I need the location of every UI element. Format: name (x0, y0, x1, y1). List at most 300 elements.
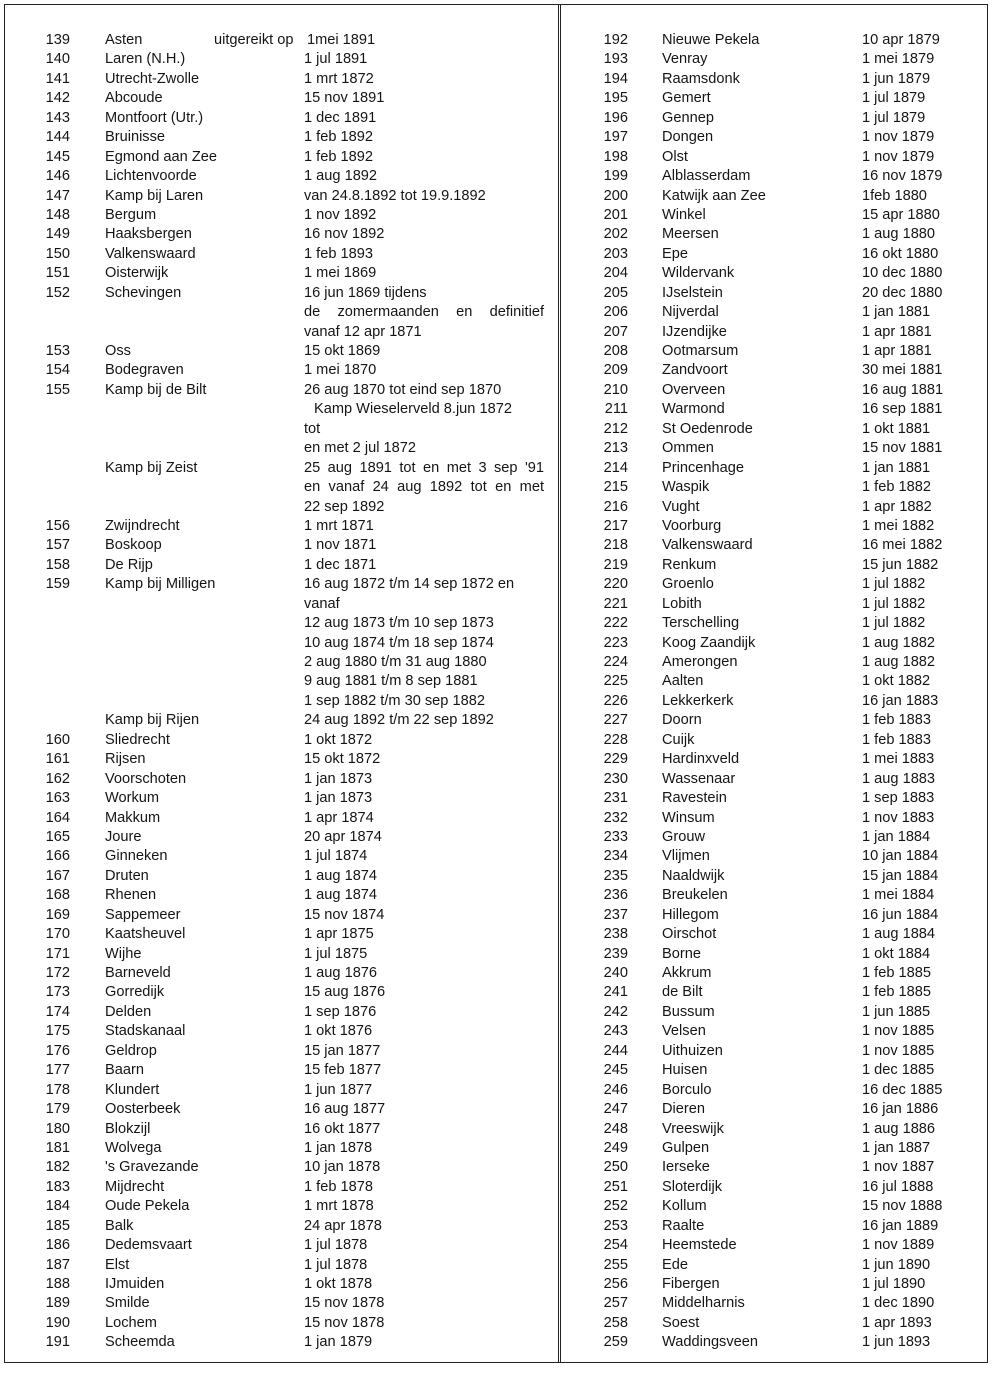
office-name: Ootmarsum (662, 343, 739, 359)
office-name: Joure (105, 828, 142, 845)
office-name: Waddingsveen (662, 1334, 758, 1351)
issue-date: 16 jun 1884 (862, 906, 939, 923)
issue-date: 1 nov 1879 (862, 148, 935, 165)
table-row (0, 148, 556, 167)
table-row (562, 886, 992, 905)
table-row (562, 945, 992, 964)
office-number: 227 (603, 712, 628, 729)
issue-date: 15 feb 1877 (304, 1062, 382, 1079)
issue-date: 15 nov 1878 (304, 1314, 385, 1331)
office-name: Borculo (662, 1081, 712, 1098)
office-name: Warmond (662, 401, 725, 418)
office-name: Wijhe (105, 945, 142, 962)
office-name: Egmond aan Zee (105, 148, 217, 165)
table-row (0, 70, 556, 89)
office-name: Schevingen (105, 284, 182, 301)
table-row (0, 284, 556, 303)
office-name: Heemstede (662, 1237, 737, 1254)
issue-date: 16 jun 1869 tijdens (304, 284, 427, 301)
issue-date: 1 jan 1879 (304, 1334, 373, 1351)
office-name: Hardinxveld (662, 751, 740, 768)
office-number: 142 (45, 90, 70, 107)
table-row (0, 809, 556, 828)
office-number: 159 (45, 576, 70, 593)
issue-date: 1 jul 1879 (862, 109, 926, 126)
office-name: Rhenen (105, 887, 157, 904)
table-row (0, 167, 556, 186)
table-row (0, 89, 556, 108)
table-row (0, 964, 556, 983)
office-number: 184 (45, 1198, 70, 1215)
issue-date: 15 nov 1891 (304, 90, 385, 107)
issue-date: 1 jul 1890 (862, 1276, 926, 1292)
office-number: 139 (45, 32, 70, 48)
office-number: 220 (603, 576, 628, 593)
office-number: 256 (603, 1276, 628, 1292)
issue-date: 1 apr 1882 (862, 498, 932, 515)
table-row (562, 303, 992, 322)
table-row (0, 1100, 556, 1119)
issue-date: 1 mei 1879 (862, 51, 935, 68)
table-row (562, 459, 992, 478)
office-name: Ginneken (105, 848, 168, 865)
office-name: Gennep (662, 109, 714, 126)
issue-date: 1 jul 1878 (304, 1256, 368, 1273)
issue-date: 10 jan 1878 (304, 1159, 381, 1176)
table-row (0, 692, 556, 711)
office-number: 250 (603, 1159, 628, 1176)
issue-date: 26 aug 1870 tot eind sep 1870 (304, 381, 502, 398)
office-name: Meersen (662, 226, 719, 243)
office-name: de Bilt (662, 984, 703, 1001)
office-name: Bruinisse (105, 129, 166, 146)
office-number: 190 (45, 1314, 70, 1331)
table-row (0, 614, 556, 633)
office-number: 259 (603, 1334, 628, 1351)
issue-date: 16 sep 1881 (862, 401, 943, 418)
table-row (562, 575, 992, 594)
table-row (0, 303, 556, 322)
table-row (562, 1294, 992, 1313)
office-number: 209 (603, 362, 628, 379)
issue-date: 1 aug 1892 (304, 168, 378, 185)
issue-date: 1 jul 1882 (862, 615, 926, 632)
table-row (562, 1197, 992, 1216)
office-name: Lochem (105, 1314, 157, 1331)
issue-date: 1 jul 1878 (304, 1237, 368, 1254)
office-number: 197 (603, 129, 628, 146)
issue-date: 1 jan 1878 (304, 1139, 373, 1156)
office-number: 168 (45, 887, 70, 904)
table-row (0, 109, 556, 128)
office-number: 225 (603, 673, 628, 690)
table-row (0, 1061, 556, 1080)
issue-date: 24 apr 1878 (304, 1217, 382, 1234)
issue-date: 1 feb 1883 (862, 712, 931, 729)
office-name: Oosterbeek (105, 1101, 181, 1118)
office-name: Zwijndrecht (105, 517, 180, 534)
issue-date: 1feb 1880 (862, 187, 927, 204)
office-name: Kamp bij Zeist (105, 459, 198, 476)
office-number: 164 (45, 809, 70, 826)
issue-date: 24 aug 1892 t/m 22 sep 1892 (304, 712, 494, 729)
office-number: 189 (45, 1295, 70, 1312)
office-name: Blokzijl (105, 1120, 151, 1137)
issue-date: 1 apr 1875 (304, 926, 374, 943)
table-row (562, 498, 992, 517)
issue-date: 10 aug 1874 t/m 18 sep 1874 (304, 634, 494, 651)
office-name: Wassenaar (662, 770, 736, 787)
table-row (562, 1061, 992, 1080)
issue-date: 16 jul 1888 (862, 1178, 934, 1195)
table-row (562, 925, 992, 944)
office-name: Nieuwe Pekela (662, 32, 760, 48)
office-number: 210 (603, 381, 628, 398)
issue-date: 1 okt 1882 (862, 673, 931, 690)
office-number: 207 (603, 323, 628, 340)
office-name: Sappemeer (105, 906, 181, 923)
office-number: 148 (45, 206, 70, 223)
office-name: Kamp bij Rijen (105, 712, 200, 729)
issue-date: 1 jul 1882 (862, 595, 926, 612)
table-row (562, 906, 992, 925)
office-number: 157 (45, 537, 70, 554)
column-divider (558, 4, 561, 1363)
table-row (0, 536, 556, 555)
table-row (562, 381, 992, 400)
issue-date: 16 aug 1881 (862, 381, 944, 398)
issue-date: 12 aug 1873 t/m 10 sep 1873 (304, 615, 494, 632)
office-name: Rijsen (105, 751, 146, 768)
table-row (562, 867, 992, 886)
issue-date: 15 nov 1874 (304, 906, 385, 923)
office-name: Terschelling (662, 615, 740, 632)
office-name: Oirschot (662, 926, 717, 943)
issue-date: 16 jan 1883 (862, 692, 939, 709)
office-number: 171 (45, 945, 70, 962)
issue-date: 1 nov 1883 (862, 809, 935, 826)
office-number: 188 (45, 1276, 70, 1292)
office-name: Ommen (662, 440, 714, 457)
issue-date: 1 apr 1881 (862, 343, 932, 359)
office-number: 230 (603, 770, 628, 787)
table-row (0, 1197, 556, 1216)
issue-date: 1 aug 1880 (862, 226, 936, 243)
table-row (562, 420, 992, 439)
office-number: 211 (604, 401, 628, 418)
issue-date: 1 jul 1875 (304, 945, 368, 962)
table-row (562, 206, 992, 225)
office-name: Druten (105, 867, 149, 884)
table-row (562, 517, 992, 536)
office-name: Ede (662, 1256, 688, 1273)
issue-date: 1 nov 1871 (304, 537, 377, 554)
office-number: 217 (603, 517, 628, 534)
office-name: Boskoop (105, 537, 162, 554)
issue-date: 1 aug 1883 (862, 770, 936, 787)
office-name: Bodegraven (105, 362, 184, 379)
table-row (0, 575, 556, 594)
office-name: Vught (662, 498, 700, 515)
office-name: Alblasserdam (662, 168, 751, 185)
office-number: 237 (603, 906, 628, 923)
table-row (0, 886, 556, 905)
office-number: 144 (45, 129, 70, 146)
issue-date: 1 aug 1874 (304, 887, 378, 904)
office-name: Dongen (662, 129, 714, 146)
issue-date: 1 aug 1876 (304, 965, 378, 981)
table-row (562, 1081, 992, 1100)
table-row (0, 1314, 556, 1333)
issue-date: 16 nov 1892 (304, 226, 385, 243)
office-number: 161 (45, 751, 70, 768)
office-number: 241 (603, 984, 628, 1001)
table-row (562, 478, 992, 497)
office-name: Voorschoten (105, 770, 187, 787)
office-name: Venray (662, 51, 708, 68)
office-name: Ravestein (662, 790, 727, 807)
office-number: 239 (603, 945, 628, 962)
table-row (562, 692, 992, 711)
table-row (562, 225, 992, 244)
issue-date: 1 jun 1893 (862, 1334, 931, 1351)
office-name: Gulpen (662, 1139, 710, 1156)
office-name: Utrecht-Zwolle (105, 70, 200, 87)
table-row (562, 89, 992, 108)
issue-date: 1 feb 1892 (304, 129, 373, 146)
table-row (0, 770, 556, 789)
office-number: 238 (603, 926, 628, 943)
issue-date: en vanaf 24 aug 1892 tot en met (304, 479, 544, 496)
table-row (0, 498, 556, 517)
office-number: 156 (45, 517, 70, 534)
table-row (0, 1275, 556, 1294)
office-name: Scheemda (105, 1334, 175, 1351)
office-number: 145 (45, 148, 70, 165)
right-column (562, 31, 992, 1353)
issue-date: 1 jan 1887 (862, 1139, 931, 1156)
office-number: 179 (45, 1101, 70, 1118)
office-name: Stadskanaal (105, 1023, 186, 1040)
issue-date: 1 jan 1873 (304, 790, 373, 807)
office-name: Raamsdonk (662, 70, 740, 87)
office-number: 244 (603, 1042, 628, 1059)
issue-date: 1 nov 1892 (304, 206, 377, 223)
table-row (562, 983, 992, 1002)
table-row (0, 420, 556, 439)
office-name: Hillegom (662, 906, 719, 923)
issue-date: de zomermaanden en definitief (304, 304, 544, 321)
office-name: Baarn (105, 1062, 144, 1079)
office-name: Geldrop (105, 1042, 157, 1059)
issue-date: 16 okt 1880 (862, 245, 939, 262)
office-name: Gemert (662, 90, 711, 107)
issue-date: 1 feb 1883 (862, 731, 931, 748)
table-row (562, 245, 992, 264)
issue-date: 1 mei 1884 (862, 887, 935, 904)
office-number: 198 (603, 148, 628, 165)
issue-date: 1 nov 1885 (862, 1042, 935, 1059)
issue-date: 1 feb 1878 (304, 1178, 373, 1195)
office-number: 187 (45, 1256, 70, 1273)
office-name: Wolvega (105, 1139, 162, 1156)
office-number: 175 (45, 1023, 70, 1040)
office-number: 150 (45, 245, 70, 262)
office-number: 208 (603, 343, 628, 359)
issue-date: 1 jan 1884 (862, 828, 931, 845)
table-row (562, 634, 992, 653)
issue-date: 16 aug 1877 (304, 1101, 386, 1118)
table-row (562, 1217, 992, 1236)
office-name: Katwijk aan Zee (662, 187, 766, 204)
issue-date: 15 okt 1872 (304, 751, 381, 768)
table-row (562, 789, 992, 808)
table-row (0, 925, 556, 944)
office-number: 181 (45, 1139, 70, 1156)
issue-date: 1 mrt 1878 (304, 1198, 374, 1215)
issue-date: 1 dec 1891 (304, 109, 377, 126)
table-row (562, 653, 992, 672)
issue-date: 1 feb 1885 (862, 984, 931, 1001)
office-name: Grouw (662, 828, 705, 845)
issue-date: 15 nov 1878 (304, 1295, 385, 1312)
issue-date: 1 apr 1893 (862, 1314, 932, 1331)
issue-date: 1 jan 1881 (862, 304, 931, 321)
issue-date: en met 2 jul 1872 (304, 440, 416, 457)
office-name: Amerongen (662, 654, 738, 670)
issue-date: 1 sep 1876 (304, 1003, 377, 1020)
issue-date: 15 nov 1888 (862, 1198, 943, 1215)
issue-date: 1 jun 1885 (862, 1003, 931, 1020)
table-row (562, 614, 992, 633)
issue-date: 1 mei 1869 (304, 265, 377, 282)
table-row (0, 245, 556, 264)
office-number: 222 (603, 615, 628, 632)
table-row (0, 1333, 556, 1352)
issue-date: 1 jul 1874 (304, 848, 368, 865)
table-row (562, 770, 992, 789)
table-row (562, 595, 992, 614)
office-number: 152 (45, 284, 70, 301)
table-row (0, 1120, 556, 1139)
issue-date: 1 nov 1889 (862, 1237, 935, 1254)
table-row (0, 264, 556, 283)
office-name: Raalte (662, 1217, 705, 1234)
table-row (0, 342, 556, 361)
office-name: Renkum (662, 556, 717, 573)
office-name: Oss (105, 343, 131, 359)
office-name: Olst (662, 148, 688, 165)
office-name: Montfoort (Utr.) (105, 109, 204, 126)
issue-date: 1 aug 1882 (862, 634, 936, 651)
issue-date: 1 dec 1890 (862, 1295, 935, 1312)
table-row (562, 361, 992, 380)
office-name: Klundert (105, 1081, 160, 1098)
table-row (0, 672, 556, 691)
issue-date: 1 okt 1881 (862, 420, 931, 437)
office-name: Kaatsheuvel (105, 926, 186, 943)
office-name: Delden (105, 1003, 152, 1020)
table-row (562, 400, 992, 419)
office-name: Sliedrecht (105, 731, 170, 748)
table-row (562, 439, 992, 458)
table-row (562, 828, 992, 847)
issue-date: 1 nov 1885 (862, 1023, 935, 1040)
table-row (562, 731, 992, 750)
table-row (0, 1178, 556, 1197)
office-number: 257 (603, 1295, 628, 1312)
office-number: 170 (45, 926, 70, 943)
office-name: Zandvoort (662, 362, 728, 379)
office-name: Nijverdal (662, 304, 719, 321)
office-name: Makkum (105, 809, 161, 826)
office-number: 196 (603, 109, 628, 126)
office-number: 243 (603, 1023, 628, 1040)
issue-date: 1 dec 1885 (862, 1062, 935, 1079)
table-row (562, 1022, 992, 1041)
office-number: 163 (45, 790, 70, 807)
table-row (0, 381, 556, 400)
office-name: Winkel (662, 206, 706, 223)
issue-date: 1 mei 1870 (304, 362, 377, 379)
table-row (0, 711, 556, 730)
table-row (0, 1081, 556, 1100)
office-number: 172 (45, 965, 70, 981)
office-name: Gorredijk (105, 984, 165, 1001)
issue-date: Kamp Wieselerveld 8.jun 1872 (314, 401, 512, 418)
office-name: De Rijp (105, 556, 153, 573)
table-row (562, 536, 992, 555)
table-row (0, 206, 556, 225)
office-number: 146 (45, 168, 70, 185)
office-name: Velsen (662, 1023, 706, 1040)
office-number: 173 (45, 984, 70, 1001)
table-row (0, 653, 556, 672)
office-name: Uithuizen (662, 1042, 723, 1059)
office-name: Bergum (105, 206, 157, 223)
office-number: 160 (45, 731, 70, 748)
table-row (0, 128, 556, 147)
office-name: Mijdrecht (105, 1178, 165, 1195)
table-row (0, 439, 556, 458)
office-number: 253 (603, 1217, 628, 1234)
office-name: Voorburg (662, 517, 722, 534)
office-name: Ierseke (662, 1159, 710, 1176)
office-number: 169 (45, 906, 70, 923)
office-name: Valkenswaard (105, 245, 196, 262)
office-name: Elst (105, 1256, 130, 1273)
table-row (562, 109, 992, 128)
office-name: Sloterdijk (662, 1178, 723, 1195)
issue-date: 1 jul 1891 (304, 51, 368, 68)
office-number: 165 (45, 828, 70, 845)
office-number: 204 (603, 265, 628, 282)
office-name: Valkenswaard (662, 537, 753, 554)
office-name: Asten (105, 32, 143, 48)
issue-date: 1 nov 1879 (862, 129, 935, 146)
table-row (562, 1158, 992, 1177)
office-number: 221 (603, 595, 628, 612)
issue-date: 16 okt 1877 (304, 1120, 381, 1137)
office-number: 202 (603, 226, 628, 243)
issue-date: 1 aug 1882 (862, 654, 936, 670)
issue-date: 1 feb 1893 (304, 245, 373, 262)
office-name: Workum (105, 790, 160, 807)
office-number: 258 (603, 1314, 628, 1331)
office-number: 177 (45, 1062, 70, 1079)
table-row (0, 1158, 556, 1177)
table-row (562, 1003, 992, 1022)
